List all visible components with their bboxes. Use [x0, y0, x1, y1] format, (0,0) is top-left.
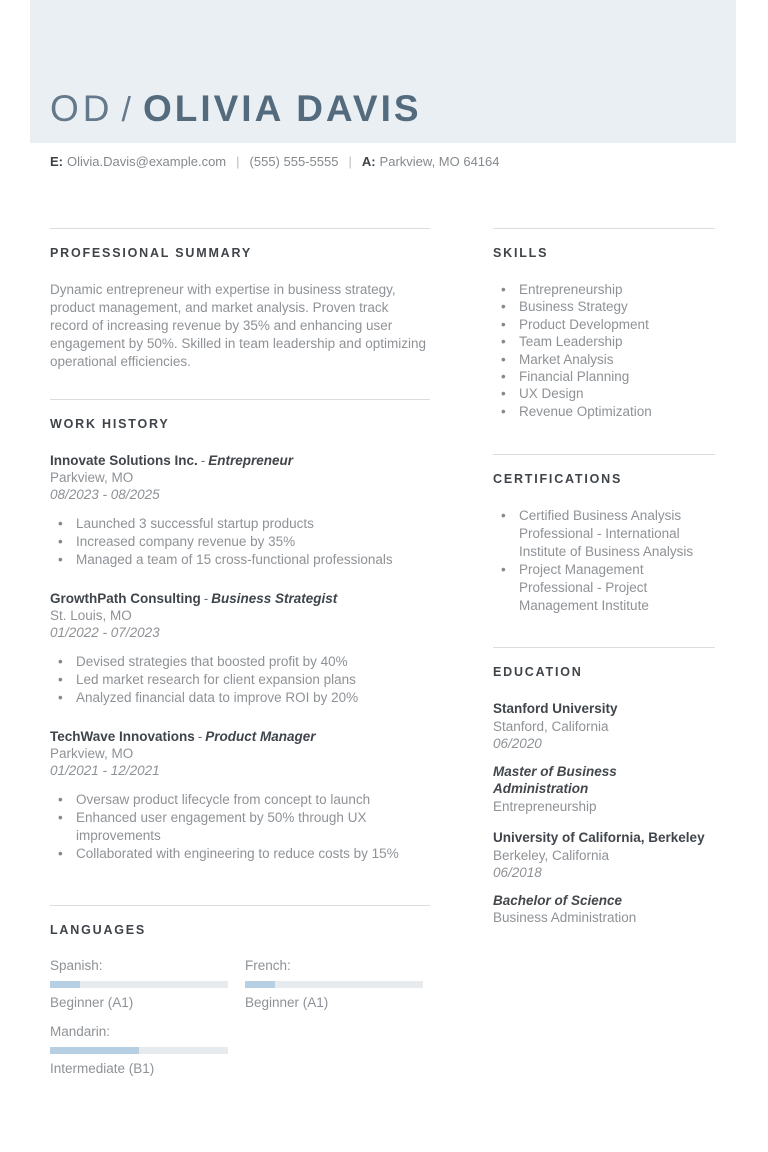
initials-monogram: OD [50, 88, 114, 129]
education-degree: Bachelor of Science [493, 892, 623, 908]
job-role: Business Strategist [211, 591, 338, 606]
job-location: Parkview, MO [50, 746, 134, 761]
job-entry [50, 452, 430, 569]
job-role: Product Manager [205, 729, 316, 744]
language-progress-track [50, 981, 228, 988]
section-heading-certifications: CERTIFICATIONS [493, 472, 623, 487]
job-bullet-list [50, 515, 430, 569]
job-title-separator: - [203, 591, 209, 606]
job-bullet: • Managed a team of 15 cross-functional professionals [50, 551, 430, 569]
contact-separator: | [348, 154, 352, 169]
education-date: 06/2020 [493, 736, 542, 752]
skill-item: • Team Leadership [493, 333, 715, 350]
job-dates: 08/2023 - 08/2025 [50, 487, 160, 502]
section-heading-skills: SKILLS [493, 246, 549, 260]
skill-item: • Product Development [493, 316, 715, 333]
language-item [50, 1024, 228, 1076]
certification-item: • Project Management Professional - Project Management Institute [493, 561, 715, 615]
skill-item: • UX Design [493, 385, 715, 402]
job-title-line [50, 452, 430, 469]
job-entry [50, 590, 430, 707]
job-bullet: • Oversaw product lifecycle from concept to launch [50, 791, 430, 809]
job-title-line [50, 590, 430, 607]
work-history-section [50, 399, 430, 863]
job-bullet-list [50, 791, 430, 863]
education-degree-block [493, 892, 715, 927]
education-section [493, 647, 715, 927]
job-bullet: • Increased company revenue by 35% [50, 533, 430, 551]
job-role: Entrepreneur [208, 453, 294, 468]
name-slash: / [121, 91, 131, 129]
job-company: GrowthPath Consulting [50, 591, 201, 606]
education-location: Berkeley, California [493, 847, 610, 863]
job-company: Innovate Solutions Inc. [50, 453, 198, 468]
job-bullet: • Led market research for client expansion plans [50, 671, 430, 689]
language-level: Beginner (A1) [50, 995, 134, 1010]
job-company: TechWave Innovations [50, 729, 195, 744]
certifications-list [493, 507, 715, 615]
education-school-block [493, 700, 715, 753]
education-field: Entrepreneurship [493, 798, 597, 814]
language-name: Mandarin: [50, 1024, 111, 1039]
education-location: Stanford, California [493, 718, 609, 734]
language-name: French: [245, 958, 291, 973]
certification-item: • Certified Business Analysis Professional - International Institute of Business Analysis [493, 507, 715, 561]
job-location: St. Louis, MO [50, 608, 132, 623]
skill-item: • Revenue Optimization [493, 403, 715, 420]
language-progress-track [245, 981, 423, 988]
language-grid [50, 958, 430, 1076]
email-label: E: [50, 154, 63, 169]
job-title-line [50, 728, 430, 745]
job-title-separator: - [197, 729, 203, 744]
job-bullet-list [50, 653, 430, 707]
section-heading-education: EDUCATION [493, 665, 583, 680]
language-item [245, 958, 423, 1010]
address-label: A: [361, 154, 376, 169]
section-heading-languages: LANGUAGES [50, 923, 147, 937]
page-title [50, 90, 422, 127]
education-school: University of California, Berkeley [493, 830, 705, 846]
skill-item: • Entrepreneurship [493, 281, 715, 298]
job-location: Parkview, MO [50, 470, 134, 485]
skill-item: • Financial Planning [493, 368, 715, 385]
job-bullet: • Enhanced user engagement by 50% through UX improvements [50, 809, 430, 845]
left-column [50, 228, 430, 1076]
email-value: Olivia.Davis@example.com [67, 154, 227, 169]
language-progress-track [50, 1047, 228, 1054]
contact-separator: | [236, 154, 240, 169]
language-item [50, 958, 228, 1010]
job-bullet: • Devised strategies that boosted profit by 40% [50, 653, 430, 671]
language-level: Intermediate (B1) [50, 1061, 155, 1076]
header-band [30, 0, 736, 143]
skills-section [493, 228, 715, 420]
section-heading-work-history: WORK HISTORY [50, 417, 170, 431]
language-progress-fill [50, 1047, 139, 1054]
education-date: 06/2018 [493, 865, 542, 881]
resume-body [50, 228, 715, 1076]
address-value: Parkview, MO 64164 [379, 154, 500, 169]
skill-item: • Market Analysis [493, 351, 715, 368]
summary-text: Dynamic entrepreneur with expertise in business strategy, product management, and market analysis. Proven track record of increasing revenue by 35% and enhancing user engagement by 50%. Skilled in team leadership and optimizing operational efficiencies. [50, 282, 426, 369]
job-entry [50, 728, 430, 863]
language-progress-fill [245, 981, 275, 988]
job-dates: 01/2021 - 12/2021 [50, 763, 160, 778]
right-column [493, 228, 715, 1076]
education-degree-block [493, 763, 715, 816]
phone-value: (555) 555-5555 [249, 154, 339, 169]
language-level: Beginner (A1) [245, 995, 329, 1010]
languages-section [50, 905, 430, 1076]
section-heading-professional-summary: PROFESSIONAL SUMMARY [50, 246, 252, 260]
professional-summary-section [50, 228, 430, 371]
education-school: Stanford University [493, 701, 618, 717]
job-title-separator: - [200, 453, 206, 468]
skills-list [493, 281, 715, 420]
job-bullet: • Launched 3 successful startup products [50, 515, 430, 533]
certifications-section [493, 454, 715, 615]
language-name: Spanish: [50, 958, 103, 973]
job-dates: 01/2022 - 07/2023 [50, 625, 160, 640]
skill-item: • Business Strategy [493, 298, 715, 315]
education-field: Business Administration [493, 910, 637, 926]
education-school-block [493, 829, 715, 882]
language-progress-fill [50, 981, 80, 988]
contact-line [50, 154, 768, 169]
job-bullet: • Collaborated with engineering to reduce costs by 15% [50, 845, 430, 863]
job-bullet: • Analyzed financial data to improve ROI by 20% [50, 689, 430, 707]
full-name: OLIVIA DAVIS [142, 88, 422, 129]
education-degree: Master of Business Administration [493, 763, 617, 797]
